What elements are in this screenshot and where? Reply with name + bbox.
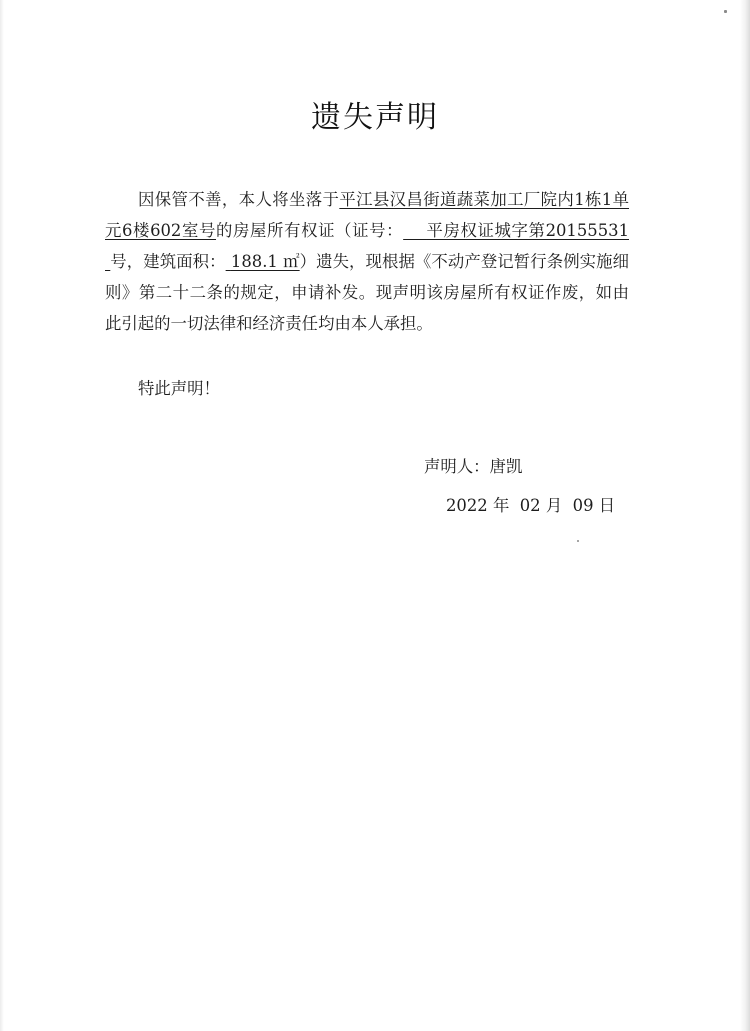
closing-statement: 特此声明！ (138, 379, 220, 398)
body-text-area-label: 号，建筑面积： (110, 252, 226, 271)
date-month: 02 (519, 496, 541, 515)
date-year: 2022 (446, 496, 488, 515)
date-day: 09 (572, 496, 594, 515)
declarant-line: 声明人：唐凯 (424, 457, 523, 476)
declaration-date (446, 490, 615, 521)
property-address: 平江县汉昌街道蔬菜加工厂院内1栋1单元6楼602室号 (105, 190, 630, 240)
declaration-body (105, 184, 629, 339)
date-year-unit: 年 (492, 496, 510, 515)
body-text-intro: 因保管不善，本人将坐落于 (138, 190, 340, 209)
floor-area-field (226, 252, 300, 271)
floor-area: 188.1 ㎡ (230, 252, 300, 271)
document-title: 遗失声明 (311, 100, 439, 135)
scan-shadow-right (740, 0, 750, 1031)
body-text-certificate-label: 的房屋所有权证（证号： (216, 221, 404, 240)
certificate-number: 平房权证城字第20155531 (426, 221, 629, 240)
body-text-statement: ）遗失，现根据《不动产登记暂行条例实施细则》第二十二条的规定，申请补发。现声明该房屋所有权证作废，如由此引起的一切法律和经济责任均由本人承担。 (105, 252, 630, 333)
scan-shadow-left (0, 0, 4, 1031)
scan-speck (577, 540, 579, 542)
date-day-unit: 日 (598, 496, 616, 515)
scan-speck (724, 10, 727, 13)
date-month-unit: 月 (545, 496, 563, 515)
